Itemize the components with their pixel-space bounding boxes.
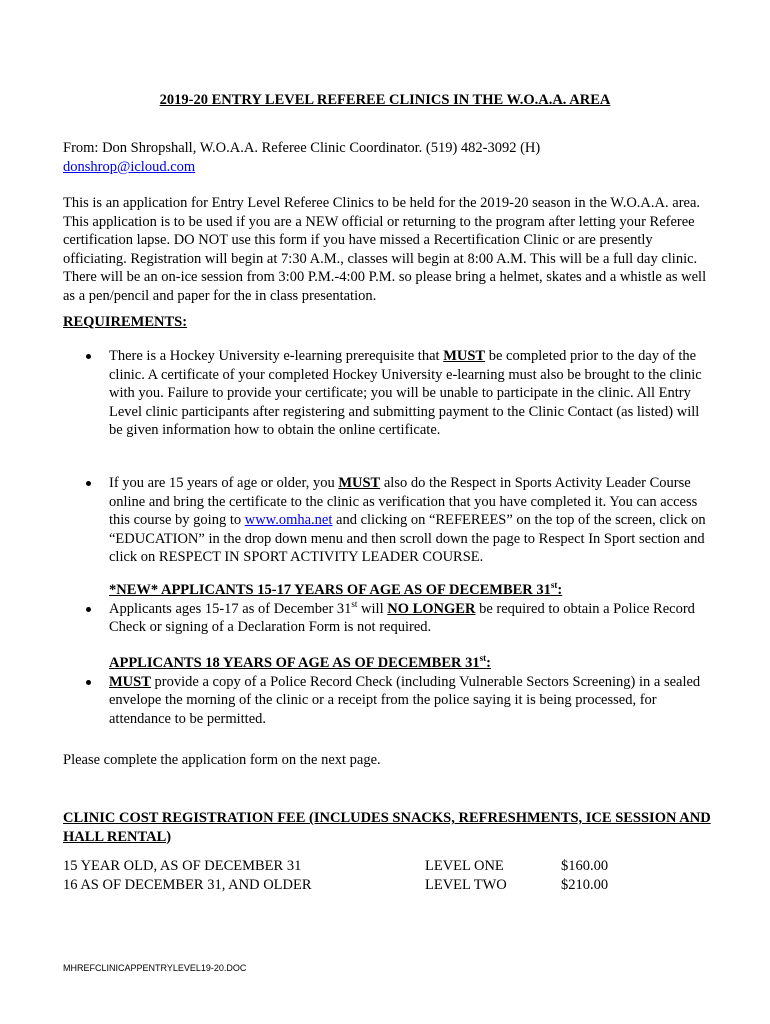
fee-description: 15 YEAR OLD, AS OF DECEMBER 31 <box>63 858 302 874</box>
requirement-text: If you are 15 years of age or older, you MUST also do the Respect in Sports Activity Leader Course online and bring the certificate to the clinic as verification that you have completed it. You can access this course by going to www.omha.net and clicking on “REFEREES” on the top of the screen, click on “EDUCATION” in the drop down menu and then scroll down the page to Respect In Sport section and click on RESPECT IN SPORT ACTIVITY LEADER COURSE. <box>109 475 706 565</box>
must-emphasis: MUST <box>443 348 486 364</box>
requirement-text: Applicants ages 15-17 as of December 31st will NO LONGER be required to obtain a Police Record Check or signing of a Declaration Form is not required. <box>109 598 695 635</box>
requirement-item-respect-in-sport <box>86 474 716 567</box>
bullet-dot <box>86 354 91 359</box>
applicants-15-17-heading: *NEW* APPLICANTS 15-17 YEARS OF AGE AS OF DECEMBER 31st: <box>109 580 563 598</box>
fee-price: $210.00 <box>561 877 609 893</box>
must-emphasis: MUST <box>338 475 381 491</box>
from-block <box>63 139 723 176</box>
no-longer-emphasis: NO LONGER <box>387 600 476 617</box>
requirement-text: MUST provide a copy of a Police Record Check (including Vulnerable Sectors Screening) in a sealed envelope the morning of the clinic or a receipt from the police saying it is being processed, for attendance to be permitted. <box>109 673 701 727</box>
requirement-text: There is a Hockey University e-learning prerequisite that MUST be completed prior to the day of the clinic. A certificate of your completed Hockey University e-learning must also be brought to the clinic with you. Failure to provide your certificate; you will be unable to participate in the clinic. All Entry Level clinic participants after registering and submitting payment to the Clinic Contact (as listed) will be given information how to obtain the online certificate. <box>109 348 702 438</box>
requirements-heading: REQUIREMENTS: <box>63 314 188 330</box>
document-title: 2019-20 ENTRY LEVEL REFEREE CLINICS IN THE W.O.A.A. AREA <box>159 92 611 108</box>
fee-level: LEVEL TWO <box>425 877 507 893</box>
applicants-18-body <box>86 673 716 729</box>
fee-price: $160.00 <box>561 858 609 874</box>
requirement-item-applicants-15-17 <box>86 581 716 637</box>
requirement-item-elearning <box>86 347 716 440</box>
applicants-15-17-body <box>86 600 716 637</box>
fee-level: LEVEL ONE <box>425 858 504 874</box>
fee-heading: CLINIC COST REGISTRATION FEE (INCLUDES SNACKS, REFRESHMENTS, ICE SESSION AND HALL RENTAL) <box>63 810 711 845</box>
must-emphasis: MUST <box>109 673 151 690</box>
footer-filename: MHREFCLINICAPPENTRYLEVEL19-20.DOC <box>63 963 247 973</box>
omha-link[interactable]: www.omha.net <box>244 512 333 528</box>
intro-paragraph: This is an application for Entry Level Referee Clinics to be held for the 2019-20 season in the W.O.A.A. area. This application is to be used if you are a NEW official or returning to the program after letting your Referee certification lapse. DO NOT use this form if you have missed a Recertification Clinic or are presently officiating. Registration will begin at 7:30 A.M., classes will begin at 8:00 A.M. This will be a full day clinic. There will be an on-ice session from 3:00 P.M.-4:00 P.M. so please bring a helmet, skates and a whistle as well as a pen/pencil and paper for the in class presentation. <box>63 195 707 304</box>
bullet-dot <box>86 481 91 486</box>
bullet-dot <box>86 607 91 612</box>
bullet-dot <box>86 680 91 685</box>
fee-row-level-two <box>63 876 723 895</box>
email-link[interactable]: donshrop@icloud.com <box>63 158 196 175</box>
fee-row-level-one <box>63 857 723 876</box>
applicants-18-heading: APPLICANTS 18 YEARS OF AGE AS OF DECEMBER 31st: <box>109 653 491 671</box>
from-line: From: Don Shropshall, W.O.A.A. Referee Clinic Coordinator. (519) 482-3092 (H) <box>63 140 541 156</box>
requirement-item-applicants-18 <box>86 654 716 728</box>
fee-description: 16 AS OF DECEMBER 31, AND OLDER <box>63 877 312 893</box>
closing-note: Please complete the application form on the next page. <box>63 752 381 768</box>
